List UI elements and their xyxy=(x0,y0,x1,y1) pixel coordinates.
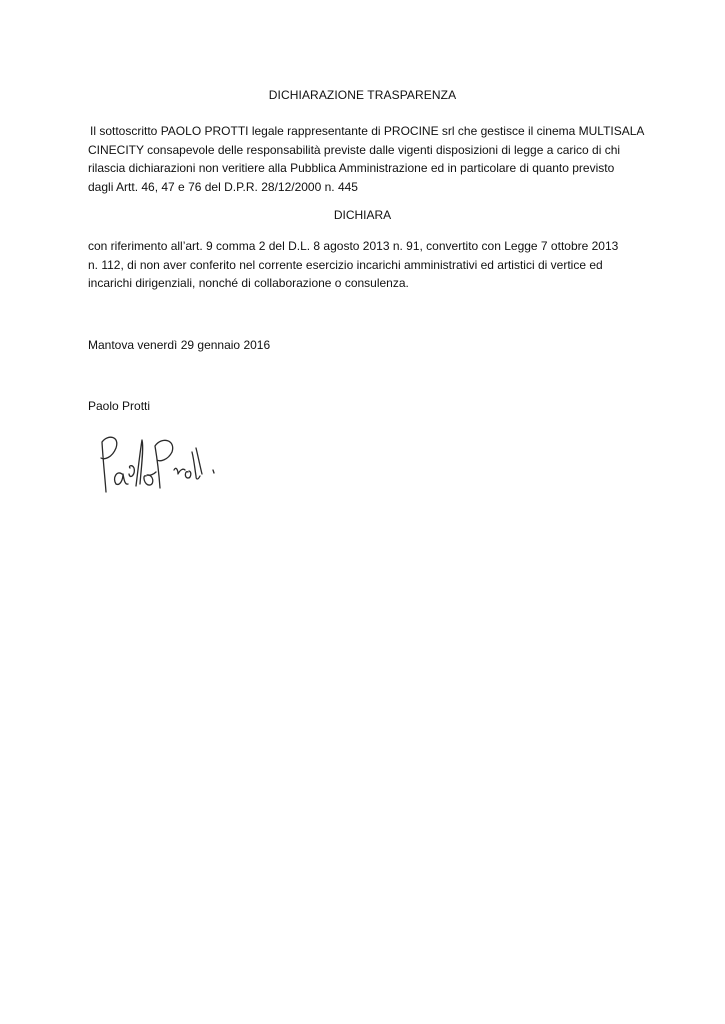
declaration-paragraph xyxy=(88,237,640,293)
place-and-date: Mantova venerdì 29 gennaio 2016 xyxy=(88,338,271,352)
declaration-line: con riferimento all’art. 9 comma 2 del D.L. 8 agosto 2013 n. 91, convertito con Legge 7 ottobre 2013 xyxy=(88,239,619,253)
intro-line: dagli Artt. 46, 47 e 76 del D.P.R. 28/12/2000 n. 445 xyxy=(88,179,358,194)
intro-line: rilascia dichiarazioni non veritiere alla Pubblica Amministrazione ed in particolare di quanto previsto xyxy=(88,161,615,175)
declaration-line: n. 112, di non aver conferito nel corrente esercizio incarichi amministrativi ed artistici di vertice ed xyxy=(88,257,603,272)
signer-name: Paolo Protti xyxy=(88,399,151,413)
intro-paragraph xyxy=(88,122,645,196)
intro-line: Il sottoscritto PAOLO PROTTI legale rappresentante di PROCINE srl che gestisce il cinema MULTISALA xyxy=(90,124,645,138)
intro-line: CINECITY consapevole delle responsabilità previste dalle vigenti disposizioni di legge a carico di chi xyxy=(88,142,621,157)
handwritten-signature xyxy=(92,430,222,500)
declaration-heading: DICHIARA xyxy=(333,208,392,222)
document-title: DICHIARAZIONE TRASPARENZA xyxy=(268,88,457,102)
declaration-line: incarichi dirigenziali, nonché di collaborazione o consulenza. xyxy=(88,276,409,290)
